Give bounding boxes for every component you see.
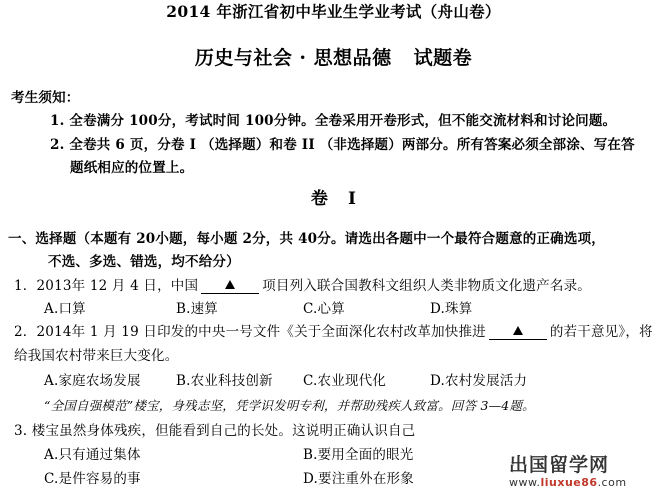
- triangle-icon: [225, 280, 235, 289]
- answer-blank: [201, 279, 259, 294]
- triangle-icon: [513, 326, 523, 335]
- part-instructions-line-1: 一、选择题（本题有 20小题，每小题 2分，共 40分。请选出各题中一个最符合题意的正确选项，: [8, 231, 605, 247]
- watermark-url: www.liuxue86.com: [509, 476, 627, 489]
- notice-item-2-line-2: 题纸相应的位置上。: [70, 160, 194, 176]
- question-3-stem: 3. 楼宝虽然身体残疾，但能看到自己的长处。这说明正确认识自己: [14, 423, 416, 439]
- question-1-option-d: D.珠算: [430, 301, 473, 317]
- question-1-option-b: B.速算: [176, 301, 219, 317]
- subject-title: [0, 49, 667, 67]
- question-3-option-d: D.要注重外在形象: [303, 471, 414, 487]
- part-instructions-line-2: 不选、多选、错选，均不给分）: [48, 254, 240, 270]
- subject-title-main: 历史与社会 · 思想品德: [194, 47, 392, 69]
- question-1-option-a: A.口算: [44, 301, 86, 317]
- question-2-stem: 2．2014年 1 月 19 日印发的中央一号文件《关于全面深化农村改革加快推进 的若干意见》，将: [14, 324, 653, 340]
- section-heading: [0, 190, 667, 208]
- section-number: I: [348, 189, 357, 209]
- material-passage: “全国自强模范”楼宝，身残志坚，凭学识发明专利，并帮助残疾人致富。回答 3—4题。: [44, 398, 535, 413]
- question-2-option-b: B.农业科技创新: [176, 373, 273, 389]
- question-1-option-c: C.心算: [303, 301, 345, 317]
- notice-item-2-line-1: 2. 全卷共 6 页，分卷 I （选择题）和卷 II （非选择题）两部分。所有答案必须全部涂、写在答: [50, 137, 635, 153]
- question-2-option-a: A.家庭农场发展: [44, 373, 141, 389]
- question-3-option-a: A.只有通过集体: [44, 447, 141, 463]
- answer-blank: [489, 325, 547, 340]
- question-2-option-c: C.农业现代化: [303, 373, 387, 389]
- watermark-brand: 出国留学网: [509, 454, 610, 476]
- question-3-option-b: B.要用全面的眼光: [303, 447, 414, 463]
- question-1-stem: 1．2013年 12 月 4 日，中国 项目列入联合国教科文组织人类非物质文化遗产名录。: [14, 278, 591, 294]
- notice-item-1: 1. 全卷满分 100分，考试时间 100分钟。全卷采用开卷形式，但不能交流材料和讨论问题。: [50, 113, 617, 129]
- site-watermark: [509, 454, 661, 494]
- subject-title-suffix: 试题卷: [413, 47, 473, 69]
- question-2-option-d: D.农村发展活力: [430, 373, 528, 389]
- notice-heading: 考生须知：: [11, 90, 80, 106]
- exam-title: 2014 年浙江省初中毕业生学业考试（舟山卷）: [166, 2, 501, 21]
- section-label: 卷: [310, 189, 329, 209]
- question-2-stem-line-2: 给我国农村带来巨大变化。: [14, 348, 179, 364]
- question-3-option-c: C.是件容易的事: [44, 471, 141, 487]
